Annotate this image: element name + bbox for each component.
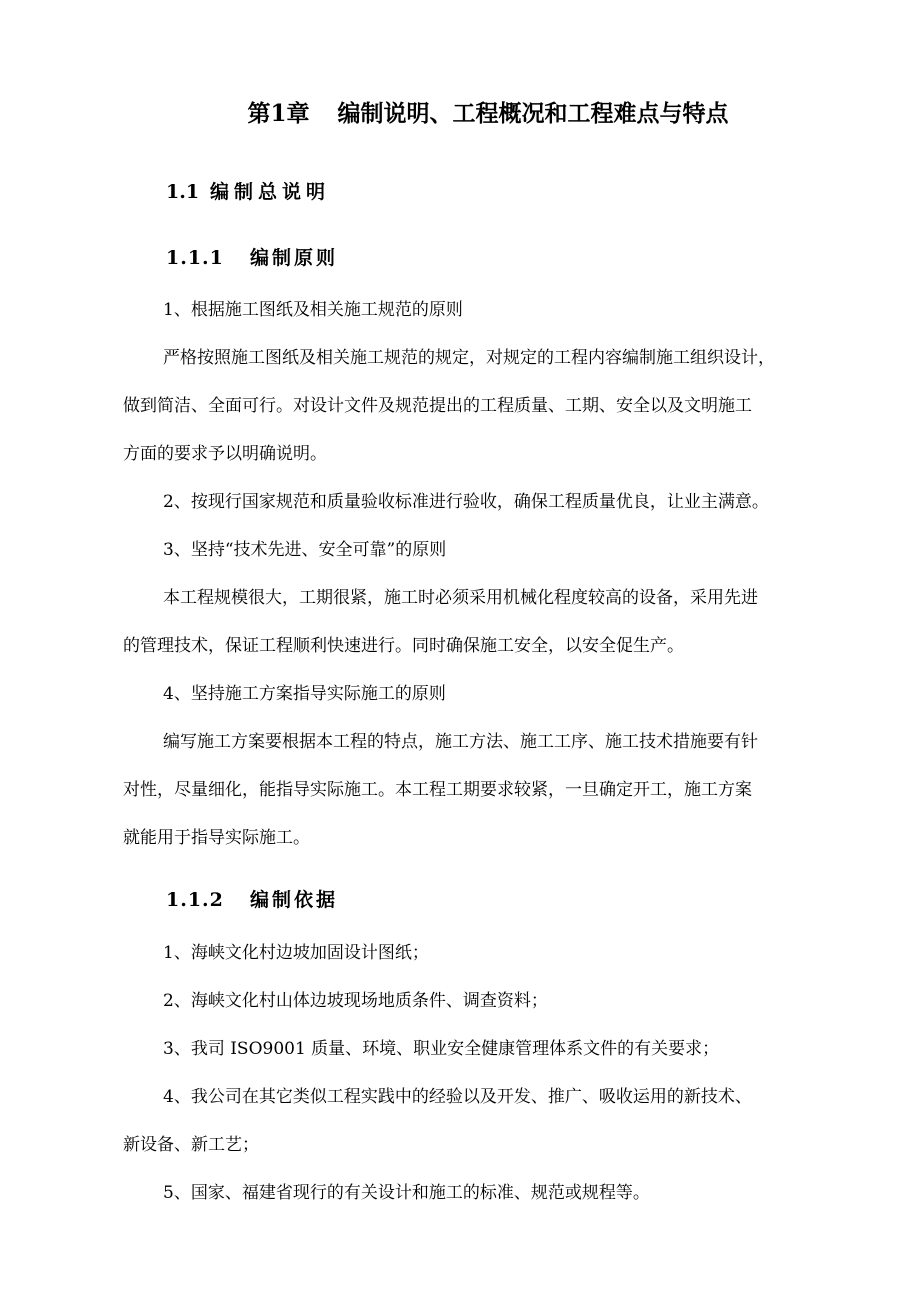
paragraph-line: 的管理技术，保证工程顺利快速进行。同时确保施工安全，以安全促生产。 [123,636,684,656]
subsection-heading-principles [166,244,338,272]
paragraph-line: 本工程规模很大，工期很紧，施工时必须采用机械化程度较高的设备，采用先进 [163,588,758,608]
paragraph-line: 1、根据施工图纸及相关施工规范的原则 [163,300,463,320]
paragraph-line: 对性，尽量细化，能指导实际施工。本工程工期要求较紧，一旦确定开工，施工方案 [123,780,752,800]
basis-line: 5、国家、福建省现行的有关设计和施工的标准、规范或规程等。 [163,1183,650,1203]
subsection-number: 1.1.1 [166,247,224,269]
basis-line: 3、我司 ISO9001 质量、环境、职业安全健康管理体系文件的有关要求； [163,1039,720,1059]
section-number: 1.1 [166,181,200,203]
subsection-heading-basis [166,886,338,914]
paragraph-line: 做到简洁、全面可行。对设计文件及规范提出的工程质量、工期、安全以及文明施工 [123,396,752,416]
basis-line: 1、海峡文化村边坡加固设计图纸； [163,943,429,963]
basis-line: 新设备、新工艺； [123,1135,259,1155]
paragraph-line: 严格按照施工图纸及相关施工规范的规定，对规定的工程内容编制施工组织设计， [163,348,775,368]
section-title: 编制总说明 [210,181,331,203]
paragraph-line: 3、坚持“技术先进、安全可靠”的原则 [163,540,447,560]
basis-line: 4、我公司在其它类似工程实践中的经验以及开发、推广、吸收运用的新技术、 [163,1087,752,1107]
subsection-title: 编制依据 [250,889,339,911]
paragraph-line: 方面的要求予以明确说明。 [123,444,327,464]
subsection-title: 编制原则 [250,247,339,269]
chapter-title-text: 编制说明、工程概况和工程难点与特点 [337,100,729,127]
section-heading [166,178,330,206]
basis-line: 2、海峡文化村山体边坡现场地质条件、调查资料； [163,991,548,1011]
chapter-title [0,98,920,130]
chapter-number: 第1章 [247,100,310,127]
paragraph-line: 2、按现行国家规范和质量验收标准进行验收，确保工程质量优良，让业主满意。 [163,492,769,512]
paragraph-line: 编写施工方案要根据本工程的特点，施工方法、施工工序、施工技术措施要有针 [163,732,758,752]
subsection-number: 1.1.2 [166,889,224,911]
paragraph-line: 4、坚持施工方案指导实际施工的原则 [163,684,446,704]
paragraph-line: 就能用于指导实际施工。 [123,828,310,848]
